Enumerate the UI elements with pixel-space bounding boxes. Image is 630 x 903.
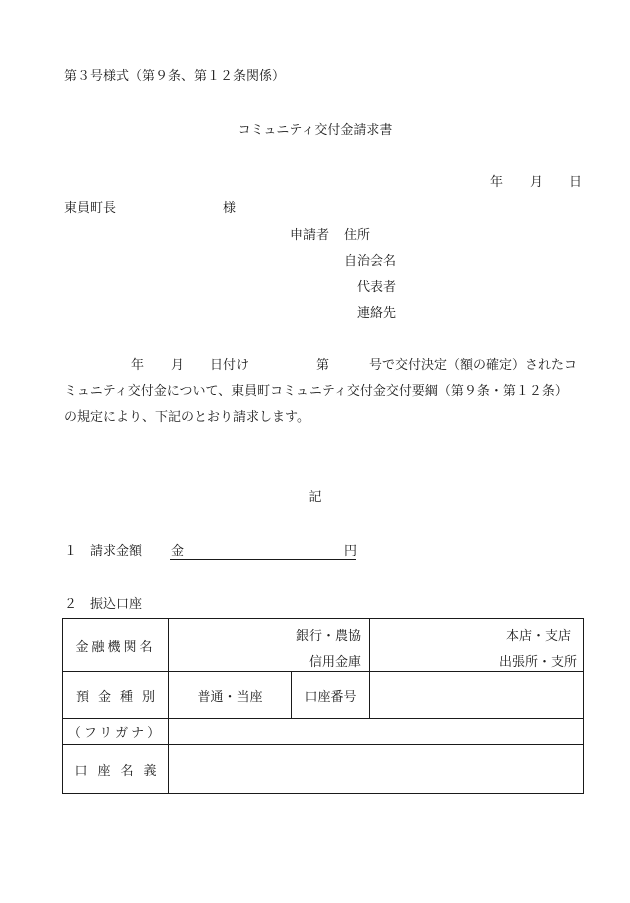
amount-underline <box>170 559 356 560</box>
table-row-holder <box>63 745 584 794</box>
bank-name-cell[interactable] <box>169 619 370 672</box>
table-row-bank <box>63 619 584 672</box>
bank-type-2: 信用金庫 <box>308 655 361 670</box>
table-row-deposit <box>63 672 584 719</box>
holder-label: 口座名義 <box>63 745 169 794</box>
addressee-honorific: 様 <box>223 201 237 216</box>
deposit-type-cell[interactable]: 普通・当座 <box>169 672 292 719</box>
amount-label: １ 請求金額 <box>64 544 143 559</box>
account-number-cell[interactable] <box>370 672 584 719</box>
body-line3: の規定により、下記のとおり請求します。 <box>64 410 310 425</box>
body-dai: 第 <box>316 358 330 373</box>
table-row-furigana <box>63 719 584 745</box>
branch-type-2: 出張所・支所 <box>498 655 577 670</box>
addressee-name: 東員町長 <box>64 201 117 216</box>
date-month: 月 <box>530 175 544 190</box>
deposit-label: 預金種別 <box>63 672 169 719</box>
account-number-label: 口座番号 <box>292 672 370 719</box>
furigana-cell[interactable] <box>169 719 584 745</box>
holder-cell[interactable] <box>169 745 584 794</box>
body-date: 日付け <box>210 358 250 373</box>
applicant-address: 住所 <box>344 228 371 243</box>
body-line1-rest: 号で交付決定（額の確定）されたコ <box>369 358 578 373</box>
body-month: 月 <box>171 358 185 373</box>
date-day: 日 <box>569 175 583 190</box>
body-line2: ミュニティ交付金について、東員町コミュニティ交付金交付要綱（第９条・第１２条） <box>64 384 568 399</box>
account-label: ２ 振込口座 <box>64 597 143 612</box>
furigana-label: （フリガナ） <box>63 719 169 745</box>
applicant-association: 自治会名 <box>344 254 397 269</box>
date-year: 年 <box>490 175 504 190</box>
form-number: 第３号様式（第９条、第１２条関係） <box>64 69 286 84</box>
document-title: コミュニティ交付金請求書 <box>237 123 393 138</box>
amount-unit: 円 <box>344 544 358 559</box>
bank-type-1: 銀行・農協 <box>295 629 361 644</box>
branch-cell[interactable] <box>370 619 584 672</box>
account-table <box>62 618 584 794</box>
body-year: 年 <box>131 358 145 373</box>
applicant-representative: 代表者 <box>357 280 397 295</box>
bank-label: 金融機関名 <box>63 619 169 672</box>
applicant-contact: 連絡先 <box>357 306 397 321</box>
amount-prefix: 金 <box>171 544 185 559</box>
applicant-label: 申請者 <box>290 228 330 243</box>
ki-heading: 記 <box>308 490 322 505</box>
branch-type-1: 本店・支店 <box>505 629 571 644</box>
